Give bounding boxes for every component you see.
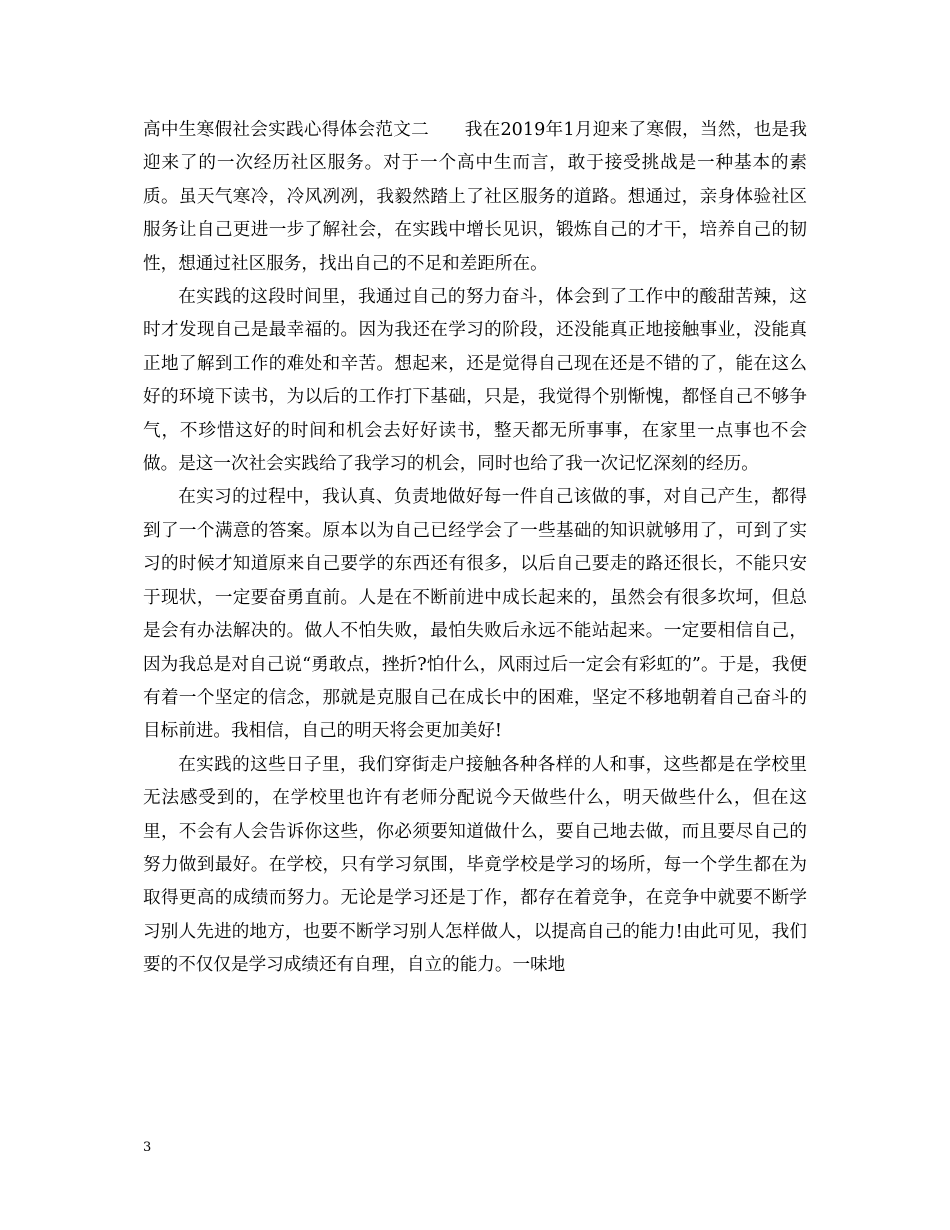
paragraph-4: 在实践的这些日子里，我们穿街走户接触各种各样的人和事，这些都是在学校里无法感受到的，在学校里也许有老师分配说今天做些什么，明天做些什么，但在这里，不会有人会告诉你这些，你必须要知道做什么，要自己地去做，而且要尽自己的努力做到最好。在学校，只有学习氛围，毕竟学校是学习的场所，每一个学生都在为取得更高的成绩而努力。无论是学习还是丁作，都存在着竞争，在竞争中就要不断学习别人先进的地方，也要不断学习别人怎样做人，以提高自己的能力!由此可见，我们要的不仅仅是学习成绩还有自理，自立的能力。一味地 xyxy=(143,754,807,976)
document-body xyxy=(143,114,807,983)
page-number: 3 xyxy=(143,1140,152,1155)
paragraph-3: 在实习的过程中，我认真、负责地做好每一件自己该做的事，对自己产生，都得到了一个满意的答案。原本以为自己已经学会了一些基础的知识就够用了，可到了实习的时候才知道原来自己要学的东西还有很多，以后自己要走的路还很长，不能只安于现状，一定要奋勇直前。人是在不断前进中成长起来的，虽然会有很多坎坷，但总是会有办法解决的。做人不怕失败，最怕失败后永远不能站起来。一定要相信自己，因为我总是对自己说“勇敢点，挫折?怕什么，风雨过后一定会有彩虹的”。于是，我便有着一个坚定的信念，那就是克服自己在成长中的困难，坚定不移地朝着自己奋斗的目标前进。我相信，自己的明天将会更加美好! xyxy=(143,487,807,742)
paragraph-2: 在实践的这段时间里，我通过自己的努力奋斗，体会到了工作中的酸甜苦辣，这时才发现自己是最幸福的。因为我还在学习的阶段，还没能真正地接触事业，没能真正地了解到工作的难处和辛苦。想起来，还是觉得自己现在还是不错的了，能在这么好的环境下读书，为以后的工作打下基础，只是，我觉得个别惭愧，都怪自己不够争气，不珍惜这好的时间和机会去好好读书，整天都无所事事，在家里一点事也不会做。是这一次社会实践给了我学习的机会，同时也给了我一次记忆深刻的经历。 xyxy=(143,287,807,475)
paragraph-1: 高中生寒假社会实践心得体会范文二 我在2019年1月迎来了寒假，当然，也是我迎来了的一次经历社区服务。对于一个高中生而言，敢于接受挑战是一种基本的素质。虽天气寒冷，冷风冽冽，我毅然踏上了社区服务的道路。想通过，亲身体验社区服务让自己更进一步了解社会，在实践中增长见识，锻炼自己的才干，培养自己的韧性，想通过社区服务，找出自己的不足和差距所在。 xyxy=(143,120,807,274)
